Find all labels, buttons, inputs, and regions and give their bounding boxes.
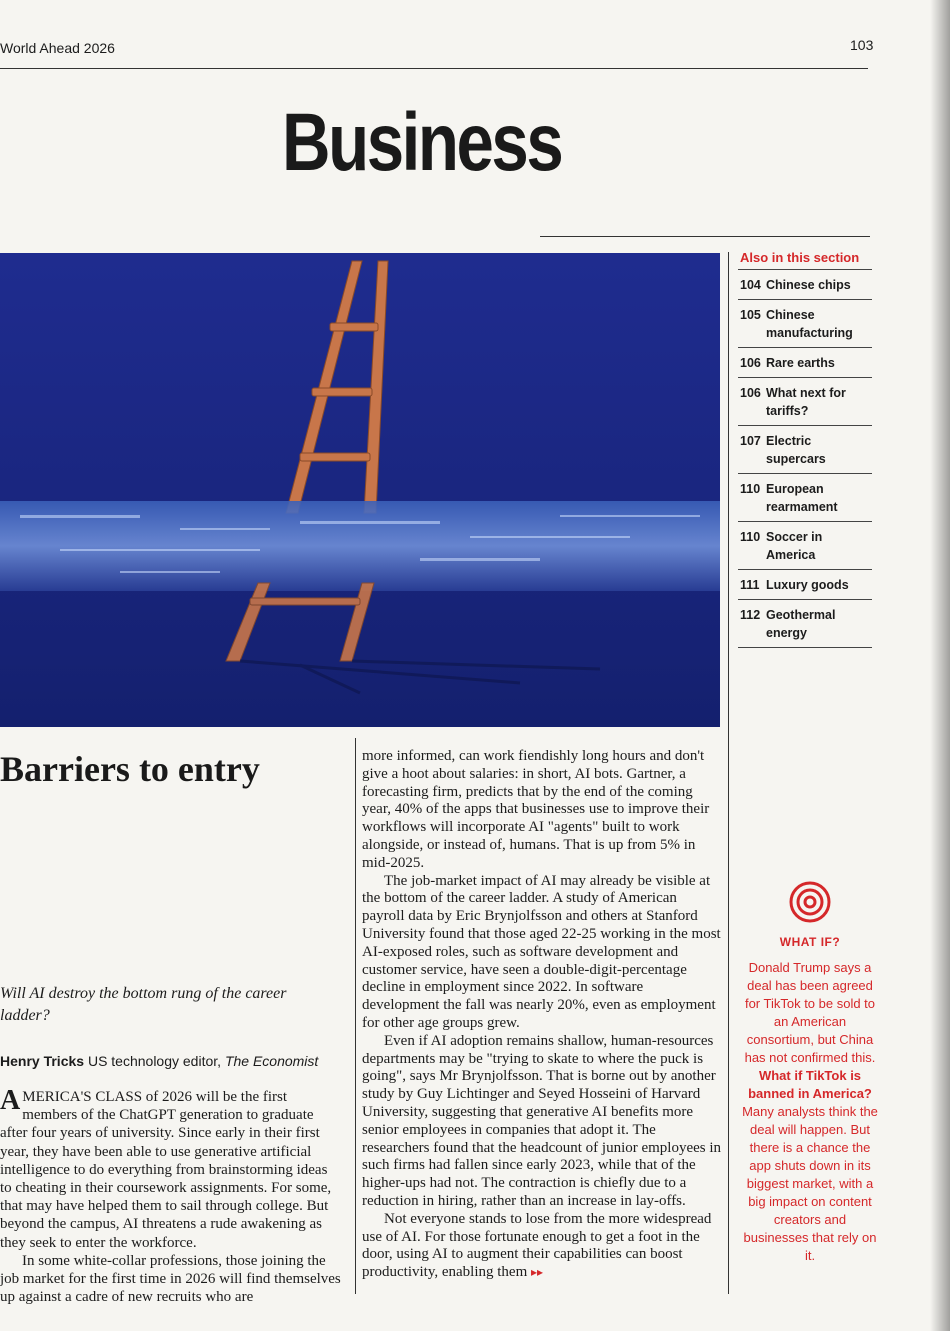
what-if-box <box>740 880 880 1265</box>
running-head: World Ahead 2026 <box>0 40 115 56</box>
toc-label: Geothermal energy <box>766 608 836 640</box>
toc-item[interactable] <box>738 600 872 648</box>
paragraph: The job-market impact of AI may already be visible at the bottom of the career ladder. A study of American payroll data by Eric Brynjolfsson and others at Stanford University found that those aged 22-25 working in the most AI-exposed roles, such as software development and customer service, have seen a double-digit-percentage decline in employment since 2022. In software development the fall was nearly 20%, even as employment for other age groups grew. <box>362 872 721 1031</box>
what-if-text: Many analysts think the deal will happen. But there is a chance the app shuts down in its biggest market, with a big impact on content creators and businesses that rely on it. <box>742 1104 878 1263</box>
toc-item[interactable] <box>738 522 872 570</box>
article-standfirst: Will AI destroy the bottom rung of the career ladder? <box>0 985 287 1024</box>
byline-name: Henry Tricks <box>0 1053 85 1069</box>
paragraph <box>362 1211 722 1282</box>
article-headline: Barriers to entry <box>0 749 260 789</box>
hero-image <box>0 253 720 727</box>
article-column-1 <box>0 1085 342 1306</box>
ladder-illustration <box>0 253 720 727</box>
also-in-section <box>738 248 872 648</box>
paragraph: more informed, can work fiendishly long hours and don't give a hoot about salaries: in short, AI bots. Gartner, a forecasting firm, predicts that by the end of the coming year, 40% of the apps that businesses use to improve their workflows will incorporate AI "agents" built to work alongside, or instead of, humans. That is up from 5% in mid-2025. <box>362 748 710 871</box>
what-if-question: What if TikTok is banned in America? <box>748 1068 872 1101</box>
toc-page: 107 <box>740 434 761 448</box>
header-rule <box>0 68 868 69</box>
toc-label: European rearmament <box>766 482 838 514</box>
toc-label: Chinese chips <box>766 278 851 292</box>
toc-item[interactable] <box>738 474 872 522</box>
toc-label: Rare earths <box>766 356 835 370</box>
toc-item[interactable] <box>738 570 872 600</box>
toc-page: 112 <box>740 608 761 622</box>
paragraph <box>0 1085 342 1252</box>
swirl-icon <box>788 880 832 924</box>
drop-cap: A <box>0 1085 21 1116</box>
toc-label: Soccer in America <box>766 530 823 562</box>
title-rule <box>540 236 870 237</box>
paragraph: Even if AI adoption remains shallow, human-resources departments may be "trying to skate to where the puck is going", says Mr Brynjolfsson. That is borne out by another study by Guy Lichtinger and Seyed Hosseini of Harvard University, suggesting that generative AI benefits more senior employees in companies that adopt it. The researchers found that the headcount of junior employees in such firms had fallen since early 2023, while that of the higher-ups had not. The contraction is chiefly due to a reduction in hiring, rather than an increase in lay-offs. <box>362 1032 722 1209</box>
page-edge-shadow <box>930 0 950 1331</box>
toc-label: What next for tariffs? <box>766 386 846 418</box>
toc-page: 111 <box>740 578 760 592</box>
paragraph: In some white-collar professions, those joining the job market for the first time in 2026 will find themselves up against a cadre of new recruits who are <box>0 1252 341 1306</box>
paragraph-text: Not everyone stands to lose from the more widespread use of AI. For those fortunate enough to get a foot in the door, using AI to augment their capabilities can boost productivity, enabling them <box>362 1210 712 1281</box>
byline-publication: The Economist <box>224 1053 319 1069</box>
toc-item[interactable] <box>738 348 872 378</box>
water-band <box>0 501 720 591</box>
paragraph-text: MERICA'S CLASS of 2026 will be the first members of the ChatGPT generation to graduate after four years of university. Since early in their first year, they have been able to use generative artificial intelligence to do everything from brainstorming ideas to cheating in their coursework assignments. For some, that may have helped them to sail through college. But beyond the campus, AI threatens a rude awakening as they seek to enter the workforce. <box>0 1089 332 1251</box>
toc-item[interactable] <box>738 300 872 348</box>
toc-label: Electric supercars <box>766 434 826 466</box>
toc-label: Chinese manufacturing <box>766 308 853 340</box>
toc-page: 104 <box>740 278 761 292</box>
byline-role: US technology editor, <box>87 1053 222 1069</box>
toc-page: 110 <box>740 530 761 544</box>
what-if-text: Donald Trump says a deal has been agreed for TikTok to be sold to an American consortium, but China has not confirmed this. <box>744 960 876 1065</box>
continue-arrow-icon: ▸▸ <box>531 1265 544 1280</box>
also-title: Also in this section <box>738 248 872 270</box>
section-title: Business <box>282 97 562 188</box>
article-byline <box>0 1053 318 1069</box>
toc-item[interactable] <box>738 270 872 300</box>
toc-page: 106 <box>740 386 761 400</box>
what-if-body <box>740 959 880 1265</box>
article-column-2 <box>362 748 722 1282</box>
sidebar-divider <box>728 252 729 1294</box>
toc-page: 106 <box>740 356 761 370</box>
toc-label: Luxury goods <box>766 578 849 592</box>
toc-page: 110 <box>740 482 761 496</box>
column-divider <box>355 738 356 1294</box>
what-if-title: WHAT IF? <box>779 935 841 949</box>
toc-page: 105 <box>740 308 761 322</box>
page-number: 103 <box>850 37 874 53</box>
toc-item[interactable] <box>738 426 872 474</box>
toc-item[interactable] <box>738 378 872 426</box>
